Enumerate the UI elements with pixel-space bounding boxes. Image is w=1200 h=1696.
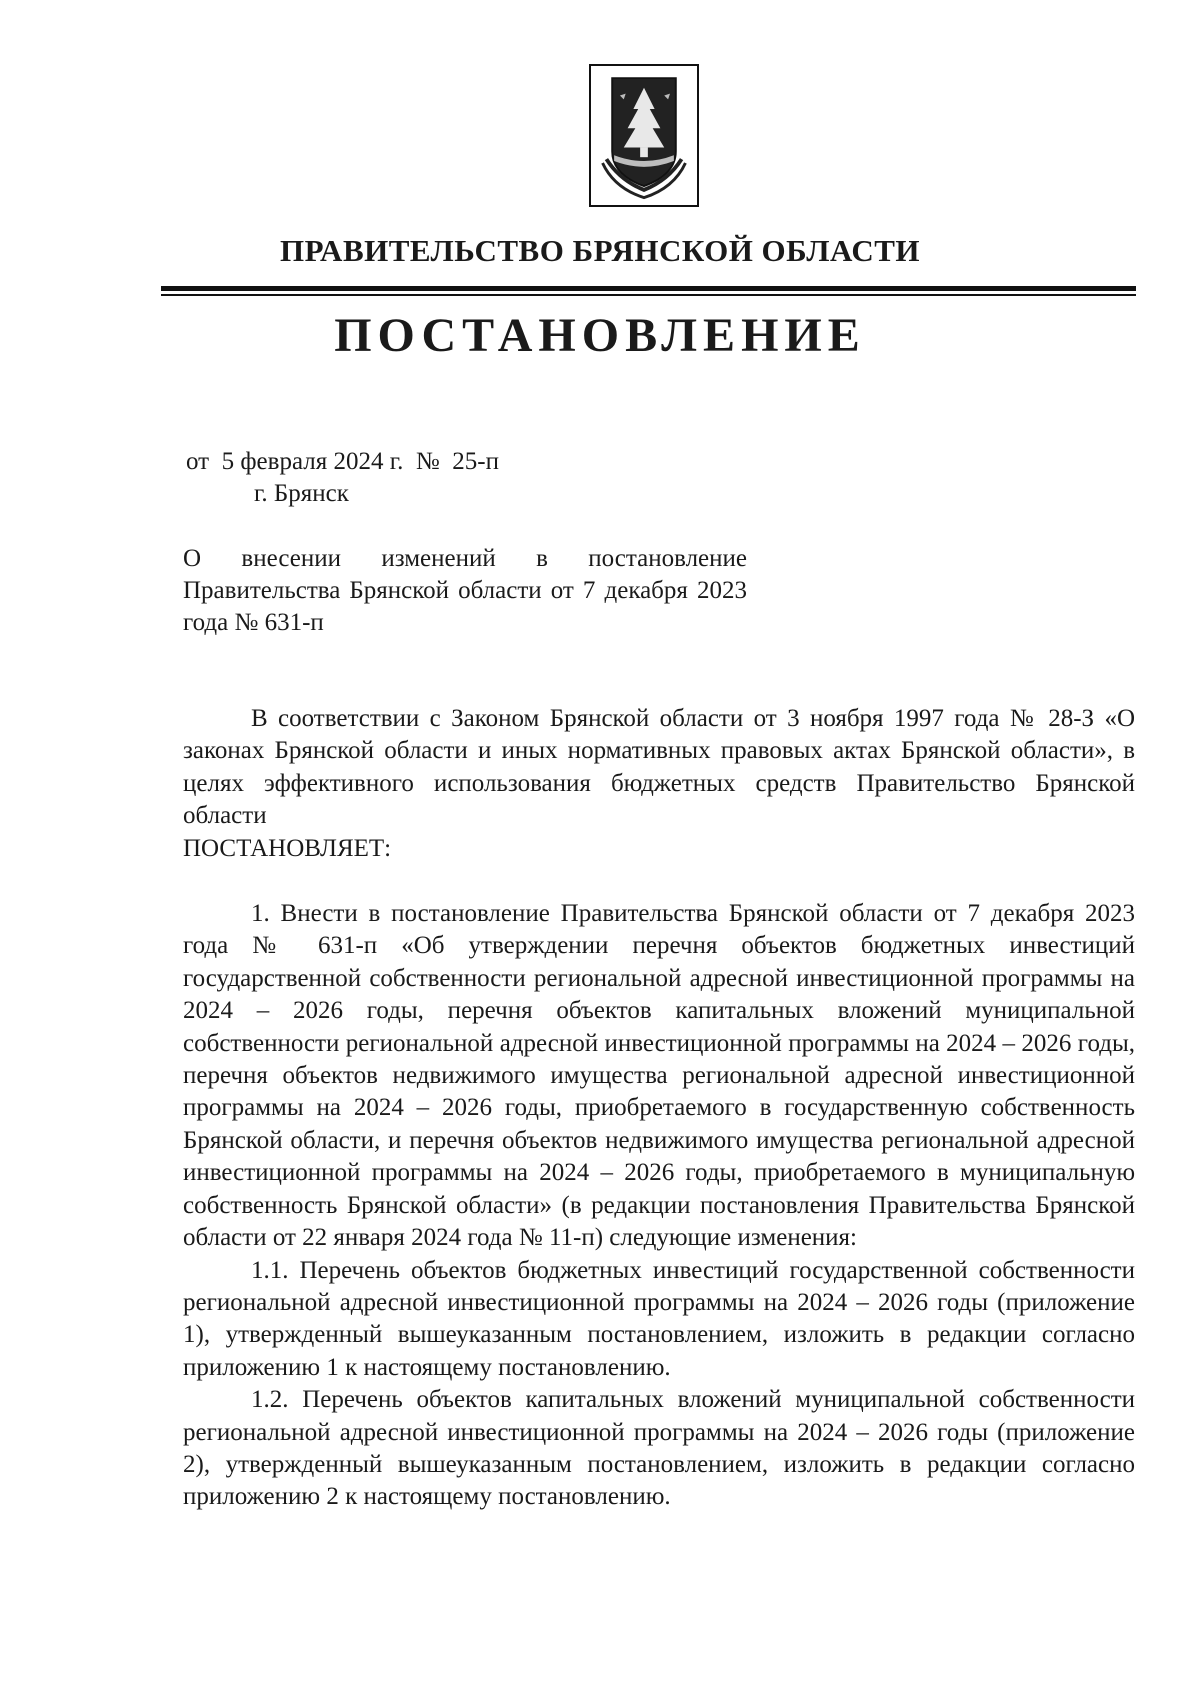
header-rule-thin <box>161 294 1136 296</box>
document-date-text: от 5 февраля 2024 г. № 25-п <box>186 448 499 475</box>
document-body <box>183 703 1135 1514</box>
item-paragraph-1-1: 1.1. Перечень объектов бюджетных инвестиций государственной собственности региональной адресной инвестиционной программы на 2024 – 2026 годы (приложение 1), утвержденный вышеуказанным постановлением, изложить в редакции согласно приложению 1 к настоящему постановлению. <box>183 1256 1135 1381</box>
document-subject: О внесении изменений в постановление Правительства Брянской области от 7 декабря 2023 года № 631-п <box>183 545 747 636</box>
document-type-title: ПОСТАНОВЛЕНИЕ <box>334 309 866 362</box>
document-city: г. Брянск <box>254 480 349 507</box>
document-date-number <box>186 446 499 478</box>
resolves-heading: ПОСТАНОВЛЯЕТ: <box>183 834 392 862</box>
preamble-paragraph: В соответствии с Законом Брянской области от 3 ноября 1997 года № 28-З «О законах Брянской области и иных нормативных правовых актах Брянской области», в целях эффективного использования бюджетных средств Правительство Брянской области <box>183 705 1135 830</box>
paragraph-gap <box>183 865 1135 898</box>
item-paragraph-1: 1. Внести в постановление Правительства Брянской области от 7 декабря 2023 года № 631-п «Об утверждении перечня объектов бюджетных инвестиций государственной собственности региональной адресной инвестиционной программы на 2024 – 2026 годы, перечня объектов капитальных вложений муниципальной собственности региональной адресной инвестиционной программы на 2024 – 2026 годы, перечня объектов недвижимого имущества региональной адресной инвестиционной программы на 2024 – 2026 годы, приобретаемого в государственную собственность Брянской области, и перечня объектов недвижимого имущества региональной адресной инвестиционной программы на 2024 – 2026 годы, приобретаемого в муниципальную собственность Брянской области» (в редакции постановления Правительства Брянской области от 22 января 2024 года № 11-п) следующие изменения: <box>183 900 1135 1252</box>
government-title: ПРАВИТЕЛЬСТВО БРЯНСКОЙ ОБЛАСТИ <box>279 233 921 268</box>
header-rule-thick <box>161 286 1136 291</box>
coat-of-arms-icon <box>589 64 699 207</box>
item-paragraph-1-2: 1.2. Перечень объектов капитальных вложений муниципальной собственности региональной адресной инвестиционной программы на 2024 – 2026 годы (приложение 2), утвержденный вышеуказанным постановлением, изложить в редакции согласно приложению 2 к настоящему постановлению. <box>183 1386 1135 1511</box>
